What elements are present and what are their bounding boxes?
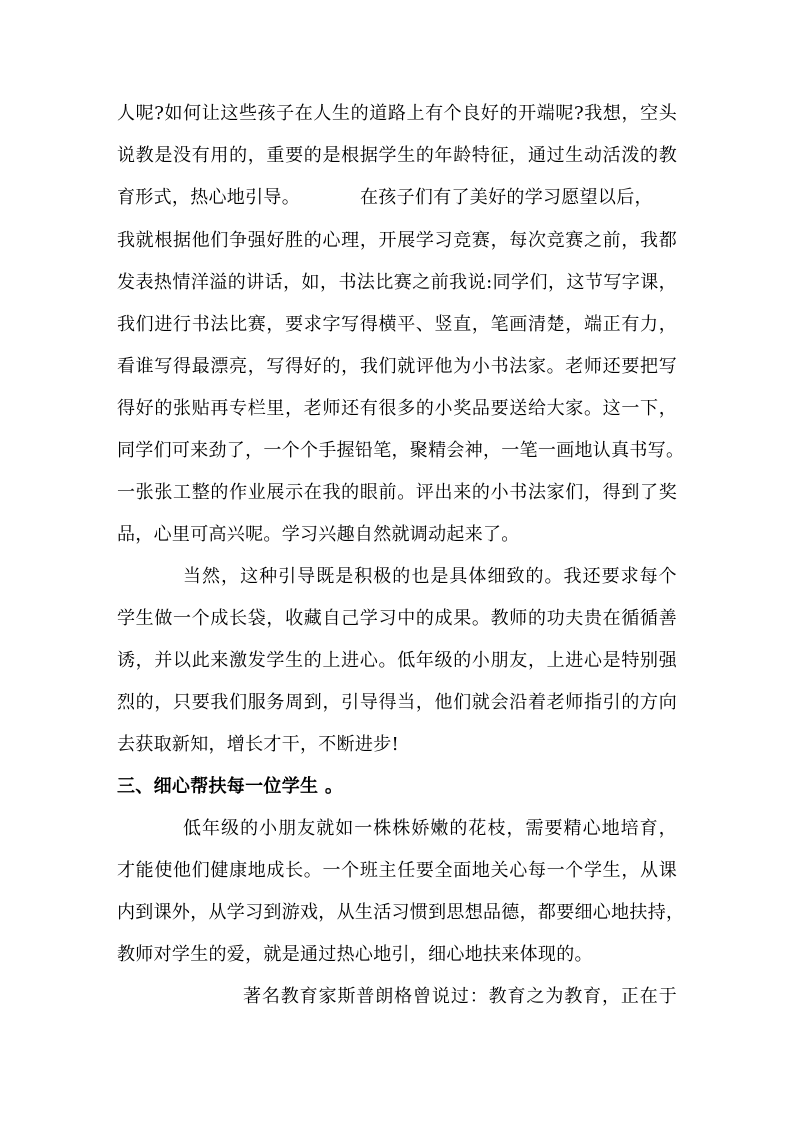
paragraph-1-line-9: 同学们可来劲了，一个个手握铅笔，聚精会神，一笔一画地认真书写。 bbox=[117, 440, 685, 461]
paragraph-1-inline-continuation: 在孩子们有了美好的学习愿望以后， bbox=[360, 187, 653, 208]
paragraph-3-line-3: 内到课外，从学习到游戏，从生活习惯到思想品德，都要细心地扶持， bbox=[117, 902, 685, 923]
paragraph-3-line-1: 低年级的小朋友就如一株株娇嫩的花枝，需要精心地培育， bbox=[183, 818, 677, 839]
paragraph-1-line-6: 我们进行书法比赛，要求字写得横平、竖直，笔画清楚，端正有力， bbox=[117, 314, 677, 335]
paragraph-2-line-2: 学生做一个成长袋，收藏自己学习中的成果。教师的功夫贵在循循善 bbox=[117, 608, 677, 629]
paragraph-1-line-3-start: 育形式，热心地引导。 bbox=[117, 187, 300, 208]
paragraph-2-line-4: 烈的，只要我们服务周到，引导得当，他们就会沿着老师指引的方向 bbox=[117, 692, 677, 713]
paragraph-1-line-2: 说教是没有用的，重要的是根据学生的年龄特征，通过生动活泼的教 bbox=[117, 145, 677, 166]
paragraph-1-line-3 bbox=[117, 185, 677, 211]
section-heading: 三、细心帮扶每一位学生 。 bbox=[117, 776, 344, 797]
paragraph-1-line-11: 品，心里可高兴呢。学习兴趣自然就调动起来了。 bbox=[117, 524, 520, 545]
paragraph-1-line-4: 我就根据他们争强好胜的心理，开展学习竞赛，每次竞赛之前，我都 bbox=[117, 230, 677, 251]
paragraph-1-line-8: 得好的张贴再专栏里，老师还有很多的小奖品要送给大家。这一下， bbox=[117, 398, 677, 419]
paragraph-3-line-2: 才能使他们健康地成长。一个班主任要全面地关心每一个学生，从课 bbox=[117, 860, 677, 881]
paragraph-1-line-1: 人呢?如何让这些孩子在人生的道路上有个良好的开端呢?我想，空头 bbox=[117, 103, 677, 124]
paragraph-2-line-3: 诱，并以此来激发学生的上进心。低年级的小朋友，上进心是特别强 bbox=[117, 650, 677, 671]
paragraph-1-line-5: 发表热情洋溢的讲话，如，书法比赛之前我说:同学们，这节写字课， bbox=[117, 272, 677, 293]
paragraph-1-line-7: 看谁写得最漂亮，写得好的，我们就评他为小书法家。老师还要把写 bbox=[117, 356, 677, 377]
paragraph-1-line-10: 一张张工整的作业展示在我的眼前。评出来的小书法家们，得到了奖 bbox=[117, 482, 677, 503]
paragraph-3-line-4: 教师对学生的爱，就是通过热心地引，细心地扶来体现的。 bbox=[117, 944, 593, 965]
paragraph-4-line-1: 著名教育家斯普朗格曾说过：教育之为教育，正在于 bbox=[243, 986, 677, 1007]
paragraph-2-line-1: 当然，这种引导既是积极的也是具体细致的。我还要求每个 bbox=[183, 566, 677, 587]
paragraph-2-line-5: 去获取新知，增长才干，不断进步! bbox=[117, 734, 400, 755]
